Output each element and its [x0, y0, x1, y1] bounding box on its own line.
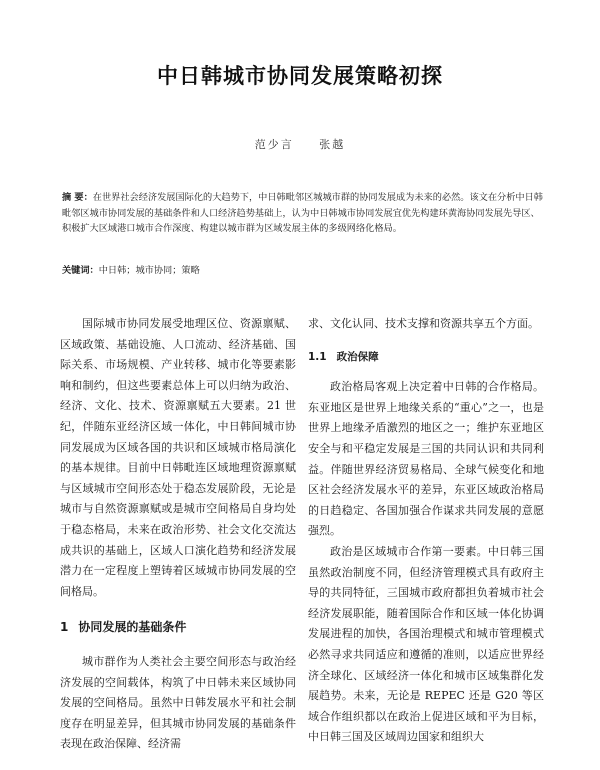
body-paragraph: 政治格局客观上决定着中日韩的合作格局。东亚地区是世界上地缘关系的“重心”之一，也是世界上地缘矛盾激烈的地区之一；维护东亚地区安全与和平稳定发展是三国的共同认识和共同利益。伴随世界经济贸易格局、全球气候变化和地区社会经济发展水平的差异，东亚区域政治格局的日趋稳定、各国加强合作谋求共同发展的意愿强烈。 — [308, 380, 544, 538]
section-number: 1 — [60, 620, 69, 635]
subsection-title: 政治保障 — [336, 350, 379, 363]
author-name: 范少言 — [254, 138, 294, 151]
author-name: 张越 — [319, 138, 346, 151]
body-paragraph: 政治是区域城市合作第一要素。中日韩三国虽然政治制度不同，但经济管理模式具有政府主导的共同特征，三国城市政府都担负着城市社会经济发展职能，随着国际合作和区域一体化协调发展进程的加快，各国治理模式和城市管理模式必然寻求共同适应和遵循的准则，以适应世界经济全球化、区域经济一体化和城市区域集群化发展趋势。未来，无论是 REPEC 还是 G20 等区域合作组织都以在政治上促进区域和平为目标，中日韩三国及区域周边国家和组织大 — [308, 544, 544, 744]
subsection-number: 1.1 — [308, 350, 327, 363]
continued-paragraph: 求、文化认同、技术支撑和资源共享五个方面。 — [308, 317, 539, 330]
keywords-label: 关键词： — [62, 265, 99, 276]
section-title: 协同发展的基础条件 — [78, 620, 187, 635]
right-column — [308, 314, 544, 748]
section-paragraph: 城市群作为人类社会主要空间形态与政治经济发展的空间载体，构筑了中日韩未来区域协同发展的空间格局。虽然中日韩发展水平和社会制度存在明显差异，但其城市协同发展的基础条件表现在政治保障、经济需 — [60, 654, 296, 751]
section-heading — [60, 617, 296, 638]
abstract-text: 在世界社会经济发展国际化的大趋势下，中日韩毗邻区城城市群的协同发展成为未来的必然。该文在分析中日韩毗邻区城市协同发展的基础条件和人口经济趋势基础上，认为中日韩城市协同发展宜优先构建环黄海协同发展先导区、积极扩大区域港口城市合作深度、构建以城市群为区域发展主体的多级网络化格局。 — [62, 192, 543, 235]
subsection-heading — [308, 347, 544, 368]
author-line — [0, 136, 600, 152]
abstract-label: 摘 要： — [62, 192, 93, 203]
keywords — [62, 262, 548, 276]
left-column — [60, 314, 296, 755]
paper-title: 中日韩城市协同发展策略初探 — [157, 64, 443, 88]
intro-paragraph: 国际城市协同发展受地理区位、资源禀赋、区域政策、基础设施、人口流动、经济基础、国际关系、市场规模、产业转移、城市化等要素影响和制约，但这些要素总体上可以归纳为政治、经济、文化、技术、资源禀赋五大要素。21 世纪，伴随东亚经济区域一体化，中日韩间城市协同发展成为区域各国的共识和区域城市格局演化的基本规律。目前中日韩毗连区域地理资源禀赋与区域城市空间形态处于稳态发展阶段，无论是城市与自然资源禀赋或是城市空间格局自身均处于稳态格局，未来在政治形势、社会文化交流达成共识的基础上，区域人口演化趋势和经济发展潜力在一定程度上塑铸着区域城市协同发展的空间格局。 — [60, 317, 296, 598]
keywords-text: 中日韩；城市协同；策略 — [98, 265, 200, 276]
abstract — [62, 190, 548, 237]
